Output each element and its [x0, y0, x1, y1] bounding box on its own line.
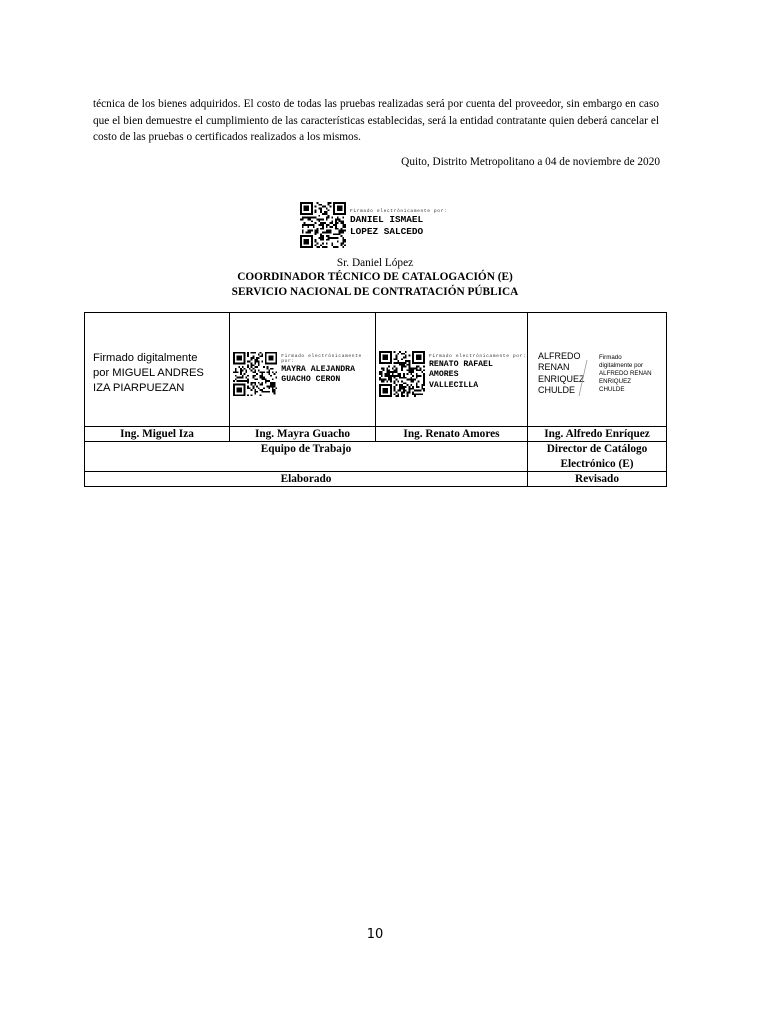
electronic-signature-stamp: [300, 202, 447, 248]
alfredo-digital-signature: [528, 343, 666, 397]
renato-name-line1: RENATO RAFAEL: [429, 359, 493, 369]
renato-label: Ing. Renato Amores: [376, 427, 528, 442]
body-paragraph: técnica de los bienes adquiridos. El costo de todas las pruebas realizadas será por cuenta del proveedor, sin embargo en caso que el bien demuestre el cumplimiento de las características establecidas, será la entidad contratante quien deberá cancelar el costo de las pruebas o certificados realizados a los mismos.: [93, 98, 659, 143]
stamp-prefix: Firmado electrónicamente por:: [429, 353, 527, 359]
miguel-sig-line1: Firmado digitalmente: [93, 352, 198, 364]
alfredo-signature-cell: [528, 313, 667, 427]
mayra-signature-cell: [230, 313, 376, 427]
alfredo-small-line4: ENRIQUEZ: [599, 377, 631, 385]
roles-row: [85, 442, 667, 472]
revisado-label: Revisado: [528, 472, 667, 487]
names-row: [85, 427, 667, 442]
alfredo-big-line4: CHULDE: [538, 385, 576, 395]
mayra-stamp-text: [281, 351, 375, 385]
alfredo-small-line3: ALFREDO RENAN: [599, 369, 652, 377]
place-date: Quito, Distrito Metropolitano a 04 de noviembre de 2020: [401, 156, 660, 168]
renato-stamp-text: [429, 351, 526, 391]
signer-name-line1: DANIEL ISMAEL: [350, 214, 424, 225]
qr-code-icon: [233, 351, 277, 397]
alfredo-small-line1: Firmado: [599, 353, 622, 361]
signature-table: [84, 312, 667, 487]
page-number: 10: [366, 927, 384, 942]
mayra-name-line1: MAYRA ALEJANDRA: [281, 364, 355, 374]
team-label: Equipo de Trabajo: [85, 442, 528, 472]
signer-name: Sr. Daniel López: [336, 257, 414, 269]
miguel-digital-signature: [85, 343, 229, 396]
alfredo-big-line1: ALFREDO: [538, 350, 581, 361]
status-row: [85, 472, 667, 487]
alfredo-big-line3: ENRIQUEZ: [538, 373, 585, 384]
renato-name-line3: VALLECILLA: [429, 380, 479, 390]
mayra-name-line2: GUACHO CERON: [281, 375, 341, 384]
signer-organization: SERVICIO NACIONAL DE CONTRATACIÓN PÚBLICA: [231, 286, 519, 298]
elaborado-label: Elaborado: [85, 472, 528, 487]
miguel-label: Ing. Miguel Iza: [85, 427, 230, 442]
director-label: Director de Catálogo Electrónico (E): [528, 442, 667, 472]
miguel-sig-line2: por MIGUEL ANDRES: [93, 367, 204, 379]
signer-title: COORDINADOR TÉCNICO DE CATALOGACIÓN (E): [237, 271, 513, 283]
signer-name-line2: LOPEZ SALCEDO: [350, 225, 424, 237]
miguel-sig-line3: IZA PIARPUEZAN: [93, 382, 185, 394]
alfredo-small-line5: CHULDE: [599, 385, 625, 393]
qr-code-icon: [300, 202, 346, 248]
renato-name-line2: AMORES: [429, 370, 459, 379]
alfredo-label: Ing. Alfredo Enríquez: [528, 427, 667, 442]
qr-code-icon: [379, 351, 425, 397]
signature-stroke-icon: [578, 358, 588, 398]
renato-signature-cell: [376, 313, 528, 427]
alfredo-big-line2: RENAN: [538, 362, 570, 372]
signature-text: [350, 202, 447, 237]
miguel-signature-cell: [85, 313, 230, 427]
stamp-prefix: Firmado electrónicamente por:: [281, 353, 362, 364]
signature-row: [85, 313, 667, 427]
alfredo-small-line2: digitalmente por: [599, 361, 644, 369]
stamp-prefix: Firmado electrónicamente por:: [350, 209, 448, 214]
mayra-label: Ing. Mayra Guacho: [230, 427, 376, 442]
